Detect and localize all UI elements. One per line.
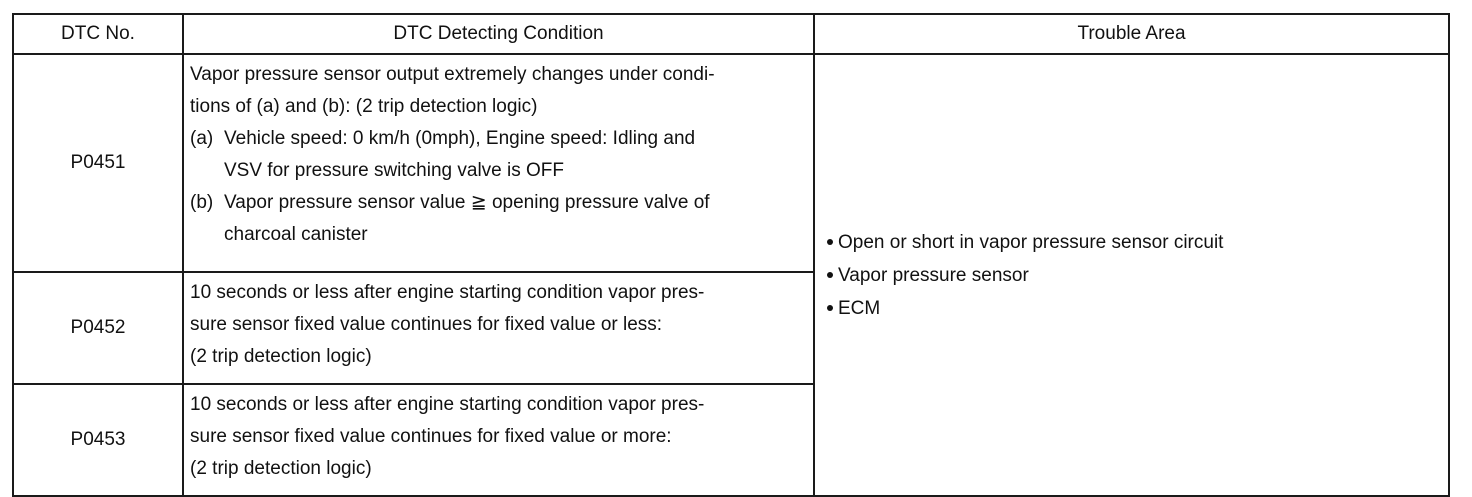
condition-cell (183, 384, 814, 496)
condition-line: Vehicle speed: 0 km/h (0mph), Engine speed: Idling and (224, 128, 696, 149)
header-dtc-no: DTC No. (13, 14, 183, 54)
item-marker: (a) (190, 128, 214, 149)
condition-line: 10 seconds or less after engine starting condition vapor pres- (190, 394, 705, 415)
bullet-icon (827, 239, 833, 245)
condition-line: Vapor pressure sensor output extremely changes under condi- (190, 64, 715, 85)
condition-line: charcoal canister (224, 224, 368, 245)
condition-line: sure sensor fixed value continues for fixed value or less: (190, 314, 663, 335)
dtc-code: P0452 (13, 272, 183, 384)
trouble-area-text: ECM (838, 297, 881, 319)
dtc-table (12, 13, 1450, 497)
dtc-code: P0451 (13, 54, 183, 272)
item-marker: (b) (190, 192, 214, 213)
trouble-area-text: Vapor pressure sensor (838, 264, 1029, 286)
item-text (224, 123, 807, 187)
condition-item-a (190, 123, 807, 187)
table-header-row (13, 14, 1449, 54)
condition-cell (183, 272, 814, 384)
item-text (224, 187, 807, 251)
header-trouble-area: Trouble Area (814, 14, 1449, 54)
trouble-area-item (827, 226, 1448, 259)
trouble-area-text: Open or short in vapor pressure sensor circuit (838, 231, 1224, 253)
header-condition: DTC Detecting Condition (183, 14, 814, 54)
condition-line: (2 trip detection logic) (190, 458, 372, 479)
condition-line: 10 seconds or less after engine starting condition vapor pres- (190, 282, 705, 303)
condition-line: VSV for pressure switching valve is OFF (224, 160, 564, 181)
trouble-area-item (827, 259, 1448, 292)
bullet-icon (827, 272, 833, 278)
bullet-icon (827, 305, 833, 311)
condition-line: sure sensor fixed value continues for fixed value or more: (190, 426, 672, 447)
trouble-area-cell (814, 54, 1449, 496)
condition-line: (2 trip detection logic) (190, 346, 372, 367)
table-row (13, 54, 1449, 272)
dtc-code: P0453 (13, 384, 183, 496)
condition-cell (183, 54, 814, 272)
condition-line: Vapor pressure sensor value ≧ opening pressure valve of (224, 192, 710, 213)
condition-line: tions of (a) and (b): (2 trip detection logic) (190, 96, 538, 117)
condition-item-b (190, 187, 807, 251)
trouble-area-item (827, 292, 1448, 325)
